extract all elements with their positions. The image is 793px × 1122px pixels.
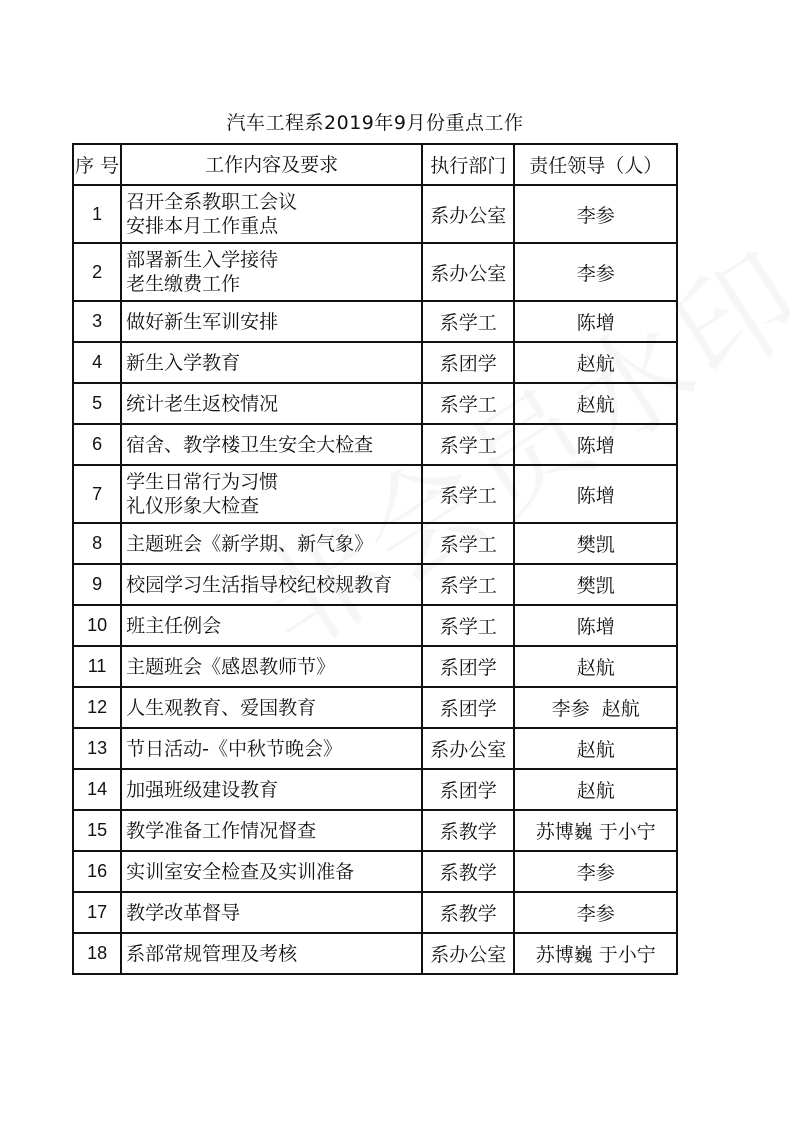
table-row — [73, 243, 677, 301]
department-cell: 系学工 — [422, 383, 514, 424]
task-cell — [121, 687, 422, 728]
task-text: 系部常规管理及考核 — [126, 942, 298, 965]
leader-cell: 李参 赵航 — [514, 687, 677, 728]
row-number: 18 — [73, 933, 121, 974]
table-row — [73, 185, 677, 243]
task-text: 安排本月工作重点 — [126, 215, 279, 237]
department-cell: 系学工 — [422, 424, 514, 465]
row-number: 2 — [73, 243, 121, 301]
leader-cell: 陈增 — [514, 424, 677, 465]
row-number: 13 — [73, 728, 121, 769]
table-header-row — [73, 144, 677, 185]
task-cell — [121, 851, 422, 892]
task-text: 学生日常行为习惯 — [126, 471, 279, 493]
task-cell — [121, 605, 422, 646]
task-text: 主题班会《感恩教师节》 — [126, 655, 336, 678]
row-number: 8 — [73, 523, 121, 564]
table-row — [73, 687, 677, 728]
task-cell — [121, 564, 422, 605]
task-text: 部署新生入学接待 — [126, 249, 279, 271]
task-text: 实训室安全检查及实训准备 — [126, 860, 355, 883]
leader-cell: 李参 — [514, 185, 677, 243]
task-cell — [121, 243, 422, 301]
department-cell: 系办公室 — [422, 728, 514, 769]
row-number: 10 — [73, 605, 121, 646]
leader-cell: 赵航 — [514, 728, 677, 769]
department-cell: 系教学 — [422, 851, 514, 892]
task-cell — [121, 523, 422, 564]
leader-cell: 李参 — [514, 851, 677, 892]
table-row — [73, 465, 677, 523]
department-cell: 系教学 — [422, 892, 514, 933]
row-number: 9 — [73, 564, 121, 605]
table-row — [73, 892, 677, 933]
table-row — [73, 810, 677, 851]
row-number: 16 — [73, 851, 121, 892]
task-cell — [121, 933, 422, 974]
task-cell — [121, 342, 422, 383]
task-text: 礼仪形象大检查 — [126, 495, 260, 517]
header-dept: 执行部门 — [422, 144, 514, 185]
task-text: 宿舍、教学楼卫生安全大检查 — [126, 433, 374, 456]
task-text: 班主任例会 — [126, 614, 222, 637]
task-text: 人生观教育、爱国教育 — [126, 696, 317, 719]
task-cell — [121, 810, 422, 851]
row-number: 12 — [73, 687, 121, 728]
department-cell: 系团学 — [422, 342, 514, 383]
table-body — [73, 185, 677, 974]
table-row — [73, 523, 677, 564]
row-number: 4 — [73, 342, 121, 383]
row-number: 6 — [73, 424, 121, 465]
leader-cell: 李参 — [514, 892, 677, 933]
task-cell — [121, 383, 422, 424]
row-number: 3 — [73, 301, 121, 342]
department-cell: 系学工 — [422, 465, 514, 523]
task-text: 节日活动-《中秋节晚会》 — [126, 737, 343, 760]
table-row — [73, 605, 677, 646]
task-cell — [121, 892, 422, 933]
header-no: 序 号 — [73, 144, 121, 185]
task-cell — [121, 769, 422, 810]
department-cell: 系团学 — [422, 646, 514, 687]
task-cell — [121, 646, 422, 687]
table-row — [73, 933, 677, 974]
task-text: 教学准备工作情况督查 — [126, 819, 317, 842]
row-number: 17 — [73, 892, 121, 933]
department-cell: 系学工 — [422, 523, 514, 564]
task-text: 主题班会《新学期、新气象》 — [126, 532, 374, 555]
leader-cell: 赵航 — [514, 646, 677, 687]
department-cell: 系团学 — [422, 769, 514, 810]
header-lead: 责任领导（人） — [514, 144, 677, 185]
department-cell: 系教学 — [422, 810, 514, 851]
task-cell — [121, 728, 422, 769]
leader-cell: 赵航 — [514, 769, 677, 810]
table-row — [73, 342, 677, 383]
department-cell: 系团学 — [422, 687, 514, 728]
leader-cell: 陈增 — [514, 605, 677, 646]
task-cell — [121, 424, 422, 465]
leader-cell: 赵航 — [514, 342, 677, 383]
row-number: 11 — [73, 646, 121, 687]
leader-cell: 樊凯 — [514, 564, 677, 605]
department-cell: 系办公室 — [422, 243, 514, 301]
leader-cell: 陈增 — [514, 465, 677, 523]
task-cell — [121, 301, 422, 342]
task-cell — [121, 465, 422, 523]
row-number: 5 — [73, 383, 121, 424]
row-number: 7 — [73, 465, 121, 523]
table-row — [73, 564, 677, 605]
table-row — [73, 301, 677, 342]
task-cell — [121, 185, 422, 243]
row-number: 15 — [73, 810, 121, 851]
leader-cell: 苏博巍 于小宁 — [514, 933, 677, 974]
leader-cell: 苏博巍 于小宁 — [514, 810, 677, 851]
task-text: 新生入学教育 — [126, 351, 241, 374]
table-row — [73, 646, 677, 687]
header-task: 工作内容及要求 — [121, 144, 422, 185]
task-text: 召开全系教职工会议 — [126, 191, 298, 213]
task-text: 加强班级建设教育 — [126, 778, 279, 801]
page-title: 汽车工程系2019年9月份重点工作 — [226, 112, 524, 134]
department-cell: 系学工 — [422, 564, 514, 605]
leader-cell: 赵航 — [514, 383, 677, 424]
work-plan-table — [72, 143, 678, 975]
row-number: 1 — [73, 185, 121, 243]
leader-cell: 樊凯 — [514, 523, 677, 564]
table-row — [73, 851, 677, 892]
department-cell: 系办公室 — [422, 933, 514, 974]
task-text: 统计老生返校情况 — [126, 392, 279, 415]
task-text: 老生缴费工作 — [126, 273, 241, 295]
department-cell: 系学工 — [422, 301, 514, 342]
leader-cell: 陈增 — [514, 301, 677, 342]
department-cell: 系办公室 — [422, 185, 514, 243]
table-row — [73, 769, 677, 810]
department-cell: 系学工 — [422, 605, 514, 646]
task-text: 校园学习生活指导校纪校规教育 — [126, 573, 393, 596]
table-row — [73, 424, 677, 465]
task-text: 做好新生军训安排 — [126, 310, 279, 333]
table-row — [73, 383, 677, 424]
row-number: 14 — [73, 769, 121, 810]
table-row — [73, 728, 677, 769]
leader-cell: 李参 — [514, 243, 677, 301]
task-text: 教学改革督导 — [126, 901, 241, 924]
